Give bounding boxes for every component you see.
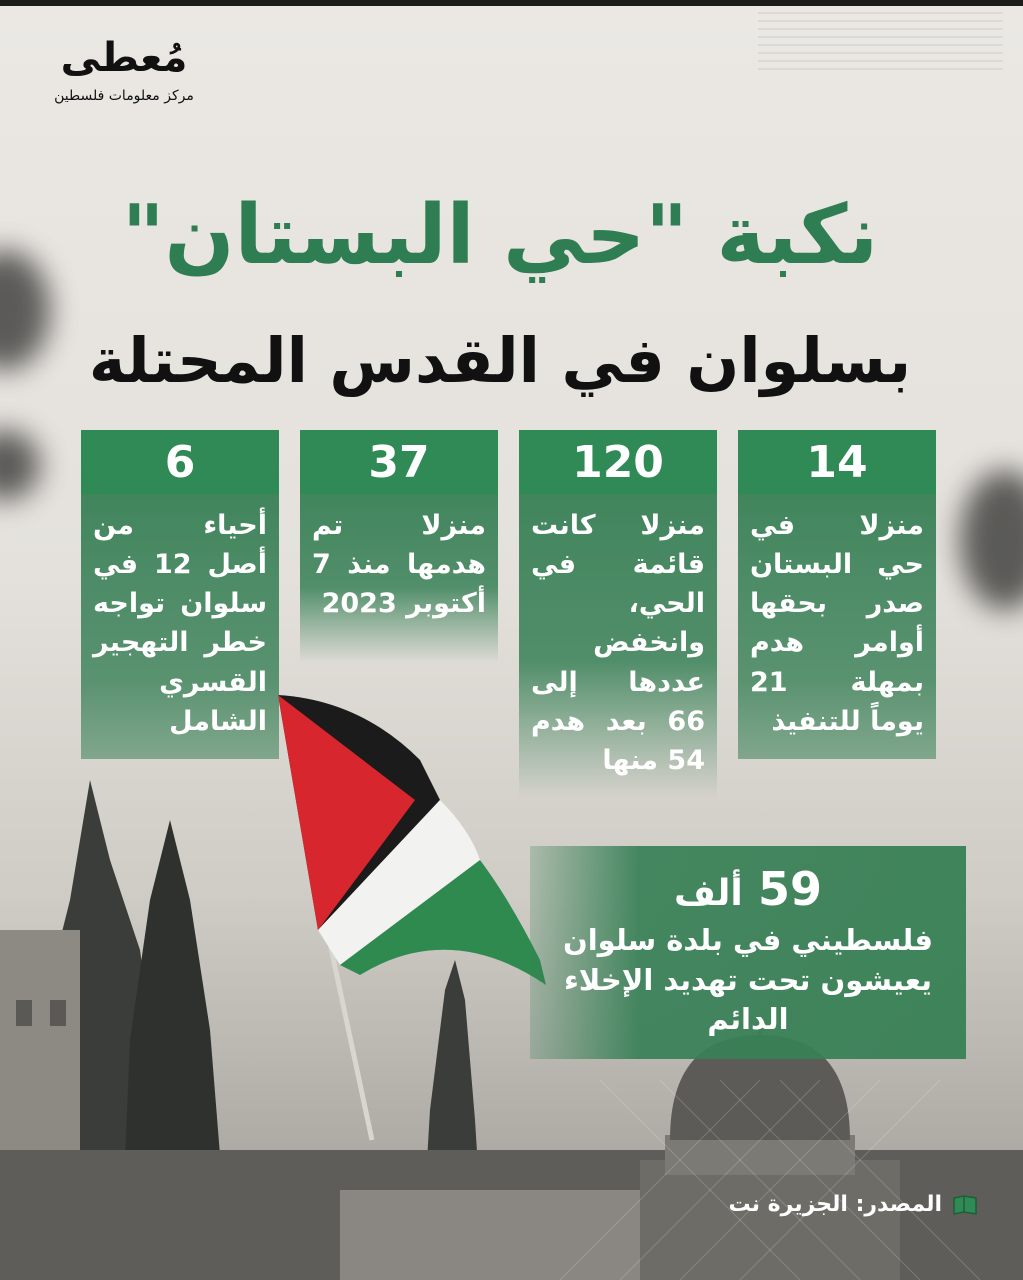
subheadline: بسلوان في القدس المحتلة xyxy=(88,324,912,397)
stat-value: 14 xyxy=(738,430,936,494)
highlight-value-row xyxy=(544,864,952,915)
highlight-value: 59 xyxy=(758,862,823,916)
source-credit xyxy=(716,1192,978,1217)
highlight-unit: ألف xyxy=(673,873,743,914)
stat-value: 37 xyxy=(300,430,498,494)
dome-drum xyxy=(665,1135,855,1175)
stat-text: أحياء من أصل 12 في سلوان تواجه خطر التهجير القسري الشامل xyxy=(81,494,279,759)
stat-value: 6 xyxy=(81,430,279,494)
stat-text: منزلا في حي البستان صدر بحقها أوامر هدم بمهلة 21 يوماً للتنفيذ xyxy=(738,494,936,759)
building xyxy=(340,1190,660,1280)
stat-value: 120 xyxy=(519,430,717,494)
stat-card xyxy=(300,430,498,663)
stat-text: منزلا تم هدمها منذ 7 أكتوبر 2023 xyxy=(300,494,498,663)
source-label: المصدر: الجزيرة نت xyxy=(728,1192,942,1217)
logo-subtitle: مركز معلومات فلسطين xyxy=(54,88,194,104)
stat-text: منزلا كانت قائمة في الحي، وانخفض عددها إلى 66 بعد هدم 54 منها xyxy=(519,494,717,798)
stat-card xyxy=(81,430,279,759)
stat-card xyxy=(738,430,936,759)
brand-logo xyxy=(44,35,204,104)
headline: نكبة "حي البستان" xyxy=(121,188,879,283)
highlight-text: فلسطيني في بلدة سلوان يعيشون تحت تهديد الإخلاء الدائم xyxy=(562,923,934,1036)
logo-text: مُعطى xyxy=(60,35,188,81)
stat-card xyxy=(519,430,717,798)
building xyxy=(0,930,80,1160)
book-icon xyxy=(952,1194,978,1216)
building xyxy=(640,1160,900,1280)
highlight-card xyxy=(530,846,966,1059)
